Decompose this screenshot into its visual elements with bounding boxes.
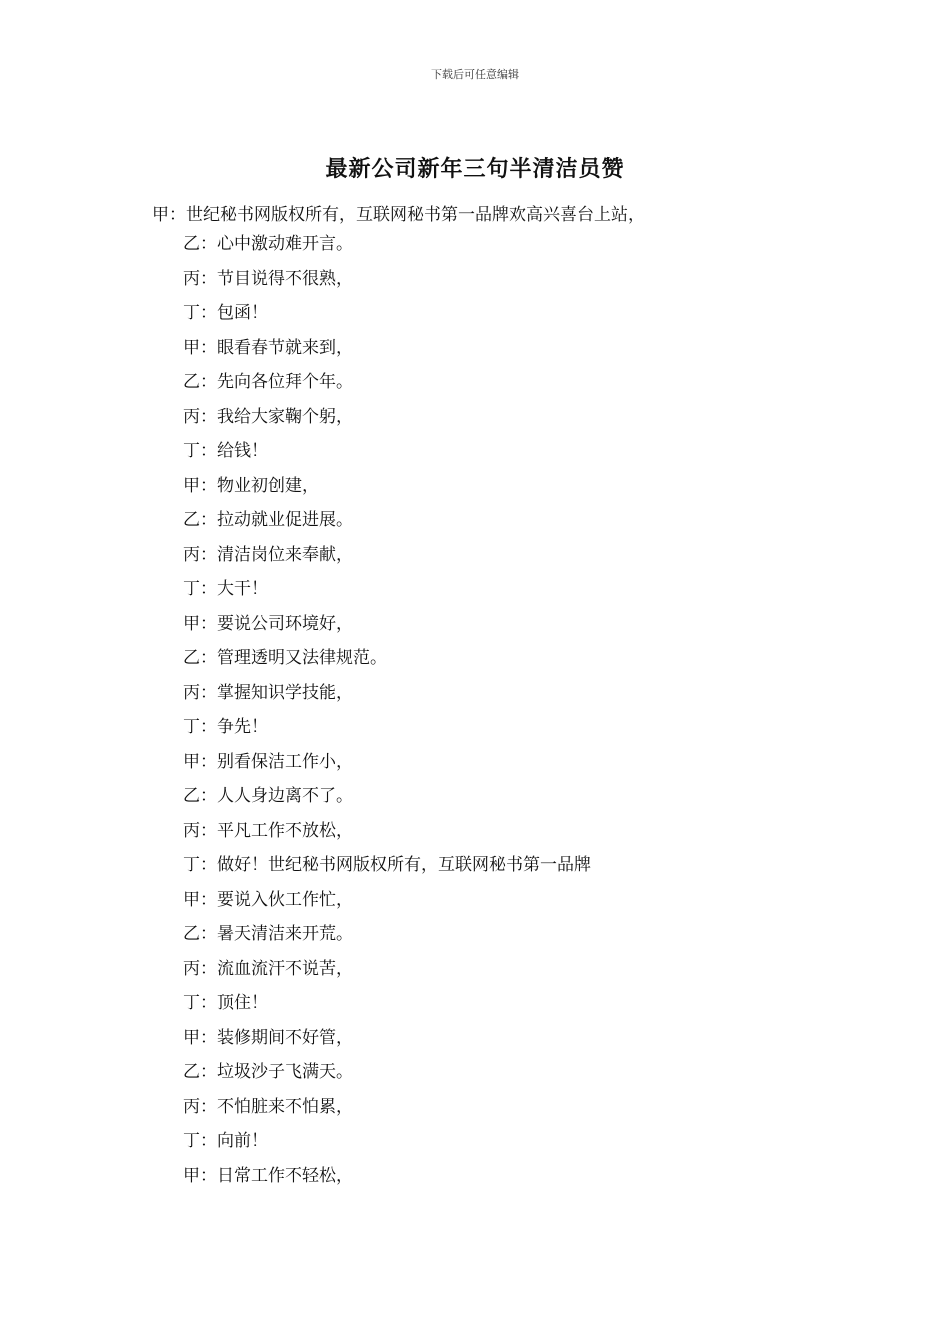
dialogue-line: 丁：顶住！ — [183, 993, 268, 1013]
dialogue-line: 丙：清洁岗位来奉献， — [183, 544, 353, 565]
dialogue-line: 丙：节目说得不很熟， — [183, 268, 353, 289]
dialogue-line: 甲：眼看春节就来到， — [183, 337, 353, 358]
dialogue-line: 乙：人人身边离不了。 — [183, 786, 353, 806]
dialogue-line: 丁：大干！ — [183, 579, 268, 599]
dialogue-line: 甲：要说入伙工作忙， — [183, 889, 353, 910]
dialogue-line: 甲：要说公司环境好， — [183, 613, 353, 634]
dialogue-line: 甲：别看保洁工作小， — [183, 751, 353, 772]
dialogue-line: 丁：做好！世纪秘书网版权所有，互联网秘书第一品牌 — [183, 855, 591, 875]
dialogue-line: 丁：争先！ — [183, 717, 268, 737]
dialogue-line: 丙：平凡工作不放松， — [183, 820, 353, 841]
dialogue-line: 丙：我给大家鞠个躬， — [183, 406, 353, 427]
dialogue-line: 乙：管理透明又法律规范。 — [183, 648, 387, 668]
dialogue-line: 乙：心中激动难开言。 — [183, 234, 353, 254]
dialogue-line: 甲：物业初创建， — [183, 475, 319, 496]
dialogue-line: 乙：先向各位拜个年。 — [183, 372, 353, 392]
dialogue-line: 乙：暑天清洁来开荒。 — [183, 924, 353, 944]
dialogue-line: 甲：装修期间不好管， — [183, 1027, 353, 1048]
dialogue-line: 乙：拉动就业促进展。 — [183, 510, 353, 530]
dialogue-line: 丁：向前！ — [183, 1131, 268, 1151]
first-dialogue-line: 甲：世纪秘书网版权所有，互联网秘书第一品牌欢高兴喜台上站， — [152, 205, 645, 225]
dialogue-lines — [183, 234, 591, 1200]
document-title: 最新公司新年三句半清洁员赞 — [325, 156, 625, 182]
dialogue-line: 丙：掌握知识学技能， — [183, 682, 353, 703]
dialogue-line: 丁：给钱！ — [183, 441, 268, 461]
header-note: 下载后可任意编辑 — [431, 68, 519, 81]
dialogue-line: 丁：包函！ — [183, 303, 268, 323]
dialogue-line: 丙：不怕脏来不怕累， — [183, 1096, 353, 1117]
dialogue-line: 乙：垃圾沙子飞满天。 — [183, 1062, 353, 1082]
dialogue-line: 甲：日常工作不轻松， — [183, 1165, 353, 1186]
dialogue-line: 丙：流血流汗不说苦， — [183, 958, 353, 979]
